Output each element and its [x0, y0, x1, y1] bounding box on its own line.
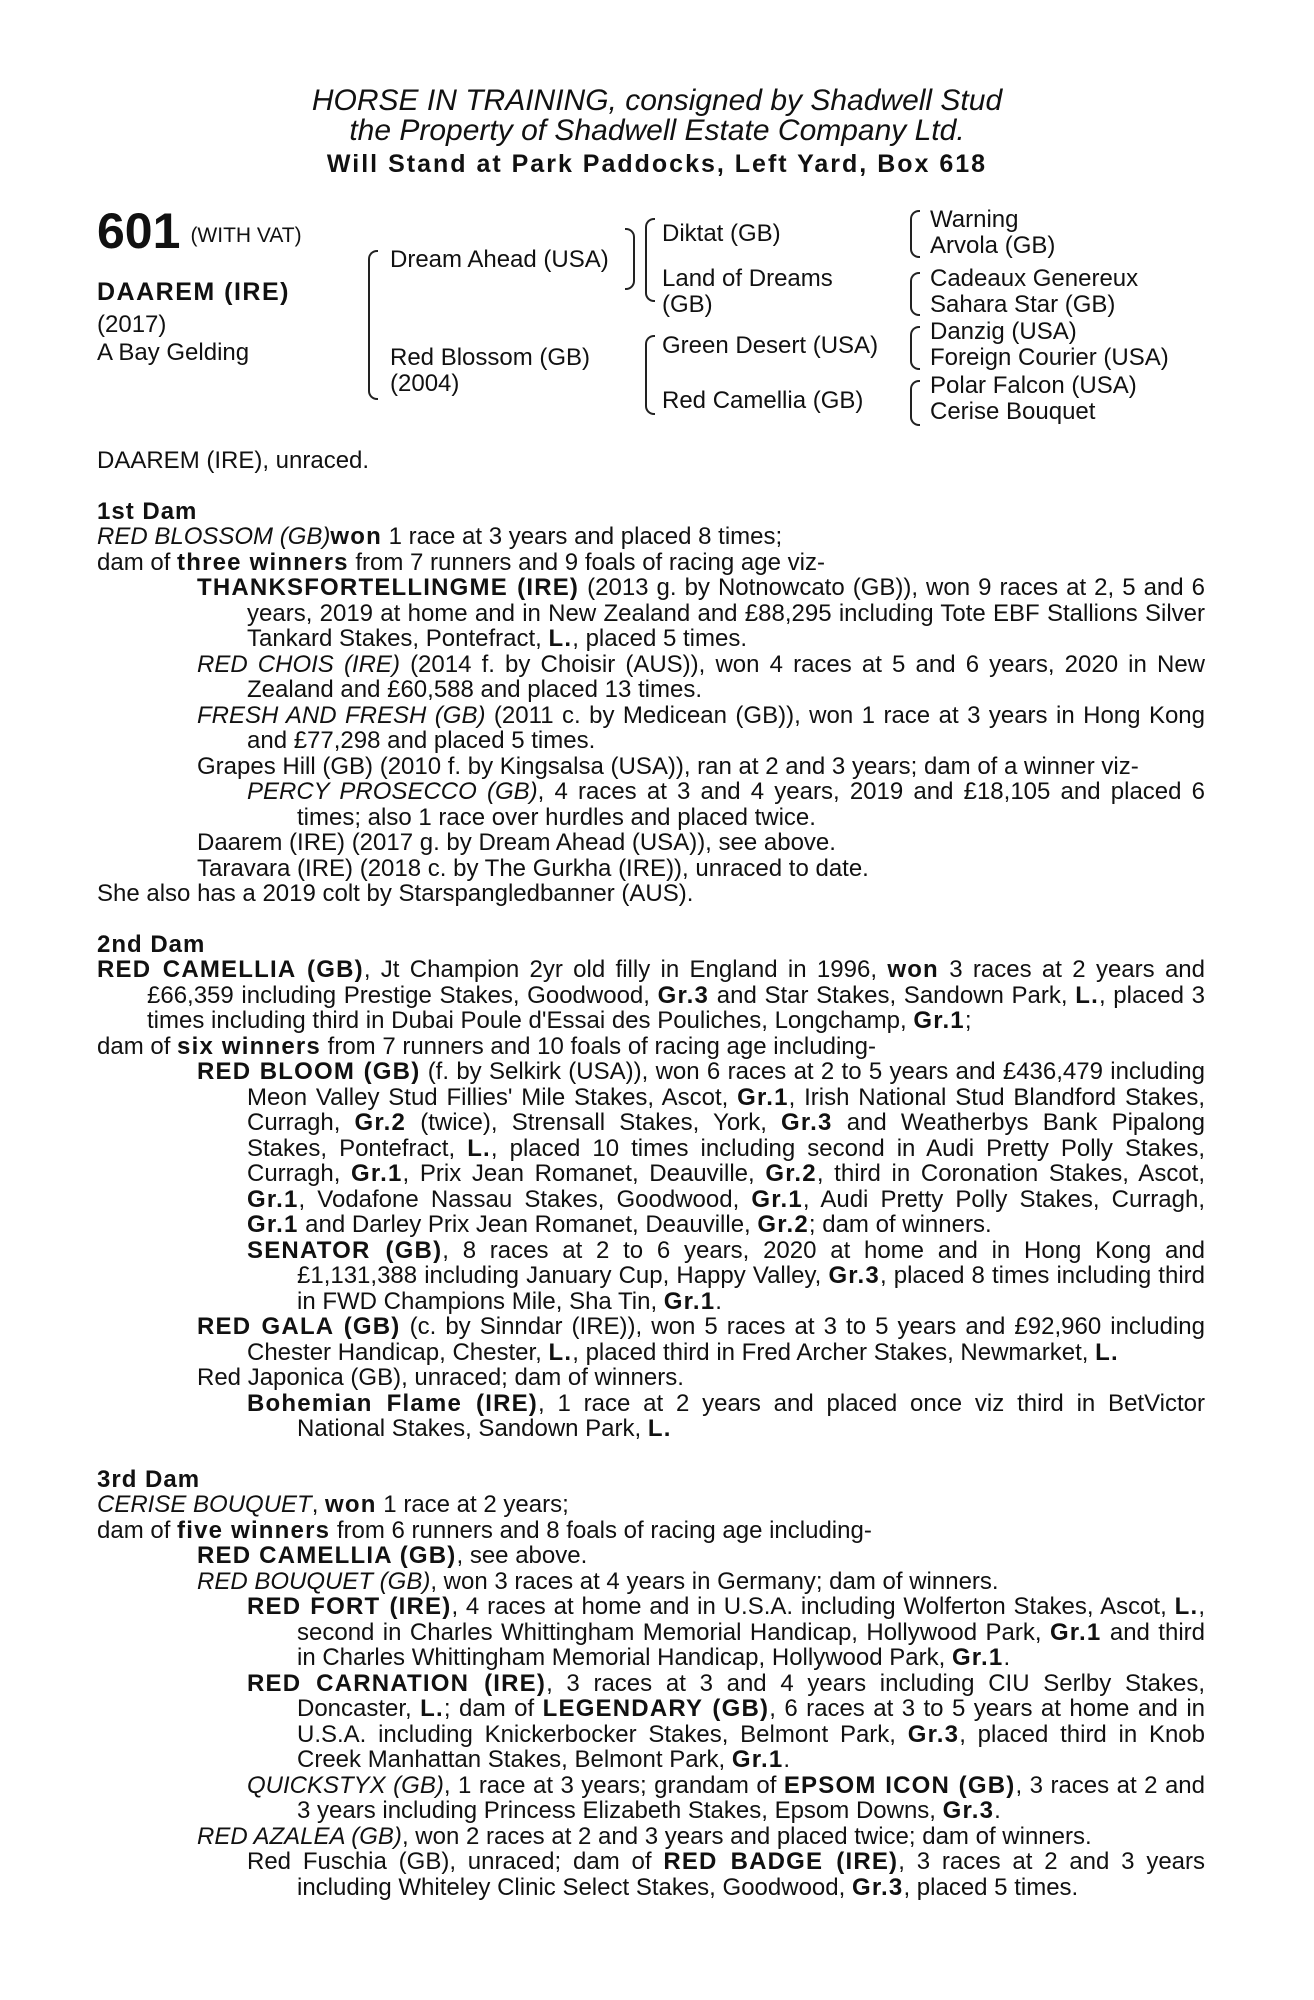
- catalogue-text: [97, 448, 1205, 1900]
- dam-produce-summary: dam of five winners from 6 runners and 8 foals of racing age including-: [97, 1516, 872, 1544]
- section-heading: 3rd Dam: [97, 1465, 201, 1493]
- produce-entry: Red Fuschia (GB), unraced; dam of RED BADGE (IRE), 3 races at 2 and 3 years including Whiteley Clinic Select Stakes, Goodwood, Gr.3, placed 5 times.: [247, 1848, 1206, 1901]
- pedigree-bracket: [368, 250, 378, 400]
- pedigree-bracket: [910, 272, 920, 316]
- produce-entry: RED CHOIS (IRE) (2014 f. by Choisir (AUS)), won 4 races at 5 and 6 years, 2020 in New Zealand and £60,588 and placed 13 times.: [197, 650, 1205, 703]
- pedigree-bracket: [645, 218, 655, 302]
- section-heading: 2nd Dam: [97, 930, 206, 958]
- lot-block: [97, 203, 302, 367]
- lot-number: 601: [97, 203, 181, 259]
- produce-entry: RED GALA (GB) (c. by Sinndar (IRE)), won 5 races at 3 to 5 years and £92,960 including Chester Handicap, Chester, L., placed third in Fred Archer Stakes, Newmarket, L.: [197, 1313, 1205, 1366]
- summary-line: DAAREM (IRE), unraced.: [97, 447, 370, 474]
- pedigree-sire-dam-country: (GB): [662, 291, 713, 318]
- produce-entry: Daarem (IRE) (2017 g. by Dream Ahead (USA)), see above.: [197, 829, 836, 856]
- pedigree-g2: Arvola (GB): [930, 232, 1056, 259]
- produce-entry: RED AZALEA (GB), won 2 races at 2 and 3 years and placed twice; dam of winners.: [197, 1822, 1092, 1850]
- pedigree-bracket: [625, 228, 635, 290]
- pedigree-g4: Sahara Star (GB): [930, 291, 1116, 318]
- produce-entry: THANKSFORTELLINGME (IRE) (2013 g. by Notnowcato (GB)), won 9 races at 2, 5 and 6 years, 2019 at home and in New Zealand and £88,295 including Tote EBF Stallions Silver Tankard Stakes, Pontefract, L., placed 5 times.: [197, 574, 1205, 652]
- pedigree-dam-sire: Green Desert (USA): [662, 332, 879, 359]
- pedigree-bracket: [645, 335, 655, 415]
- foaling-year: (2017): [97, 311, 167, 338]
- produce-entry: RED BOUQUET (GB), won 3 races at 4 years in Germany; dam of winners.: [197, 1567, 999, 1595]
- dam-record: CERISE BOUQUET, won 1 race at 2 years;: [97, 1491, 569, 1518]
- produce-entry: FRESH AND FRESH (GB) (2011 c. by Medicean (GB)), won 1 race at 3 years in Hong Kong and £77,298 and placed 5 times.: [197, 701, 1206, 754]
- pedigree-g1: Warning: [930, 206, 1019, 233]
- pedigree-sire: Dream Ahead (USA): [390, 246, 609, 273]
- consignor-line: HORSE IN TRAINING, consigned by Shadwell Stud: [311, 84, 1003, 117]
- pedigree-sire-sire: Diktat (GB): [662, 220, 781, 247]
- pedigree-dam-year: (2004): [390, 370, 460, 397]
- produce-entry: PERCY PROSECCO (GB), 4 races at 3 and 4 years, 2019 and £18,105 and placed 6 times; also 1 race over hurdles and placed twice.: [247, 778, 1206, 831]
- produce-entry: Taravara (IRE) (2018 c. by The Gurkha (IRE)), unraced to date.: [197, 854, 869, 882]
- produce-entry: Red Japonica (GB), unraced; dam of winners.: [197, 1364, 684, 1391]
- horse-description: A Bay Gelding: [97, 339, 250, 366]
- pedigree-g7: Polar Falcon (USA): [930, 372, 1137, 399]
- produce-entry: Grapes Hill (GB) (2010 f. by Kingsalsa (USA)), ran at 2 and 3 years; dam of a winner viz-: [197, 752, 1139, 780]
- pedigree-bracket: [910, 210, 920, 258]
- pedigree-sire-dam: Land of Dreams: [662, 265, 833, 292]
- pedigree-g3: Cadeaux Genereux: [930, 265, 1139, 292]
- dam-record: RED BLOSSOM (GB)won 1 race at 3 years and placed 8 times;: [97, 523, 783, 550]
- produce-entry: RED BLOOM (GB) (f. by Selkirk (USA)), won 6 races at 2 to 5 years and £436,479 including Meon Valley Stud Fillies' Mile Stakes, Ascot, Gr.1, Irish National Stud Blandford Stakes, Curragh, Gr.2 (twice), Strensall Stakes, York, Gr.3 and Weatherbys Bank Pipalong Stakes, Pontefract, L., placed 10 times including second in Audi Pretty Polly Stakes, Curragh, Gr.1, Prix Jean Romanet, Deauville, Gr.2, third in Coronation Stakes, Ascot, Gr.1, Vodafone Nassau Stakes, Goodwood, Gr.1, Audi Pretty Polly Stakes, Curragh, Gr.1 and Darley Prix Jean Romanet, Deauville, Gr.2; dam of winners.: [197, 1058, 1205, 1238]
- dam-produce-summary: dam of six winners from 7 runners and 10 foals of racing age including-: [97, 1032, 876, 1060]
- pedigree-bracket: [910, 380, 920, 426]
- property-line: the Property of Shadwell Estate Company Ltd.: [349, 114, 965, 147]
- pedigree-dam: Red Blossom (GB): [390, 344, 591, 371]
- produce-entry: RED CARNATION (IRE), 3 races at 3 and 4 years including CIU Serlby Stakes, Doncaster, L.; dam of LEGENDARY (GB), 6 races at 3 to 5 years at home and in U.S.A. including Knickerbocker Stakes, Belmont Park, Gr.3, placed third in Knob Creek Manhattan Stakes, Belmont Park, Gr.1.: [247, 1669, 1205, 1773]
- vat-label: (WITH VAT): [190, 224, 302, 247]
- dam-record: RED CAMELLIA (GB), Jt Champion 2yr old filly in England in 1996, won 3 races at 2 years and £66,359 including Prestige Stakes, Goodwood, Gr.3 and Star Stakes, Sandown Park, L., placed 3 times including third in Dubai Poule d'Essai des Pouliches, Longchamp, Gr.1;: [97, 956, 1206, 1034]
- pedigree-g8: Cerise Bouquet: [930, 398, 1096, 425]
- produce-entry: Bohemian Flame (IRE), 1 race at 2 years and placed once viz third in BetVictor National Stakes, Sandown Park, L.: [247, 1389, 1205, 1442]
- pedigree-g5: Danzig (USA): [930, 318, 1077, 345]
- pedigree-dam-dam: Red Camellia (GB): [662, 387, 864, 414]
- produce-entry: RED FORT (IRE), 4 races at home and in U.S.A. including Wolferton Stakes, Ascot, L., second in Charles Whittingham Memorial Handicap, Hollywood Park, Gr.1 and third in Charles Whittingham Memorial Handicap, Hollywood Park, Gr.1.: [247, 1593, 1205, 1671]
- horse-name: DAAREM (IRE): [97, 278, 290, 306]
- location-line: Will Stand at Park Paddocks, Left Yard, Box 618: [326, 150, 988, 178]
- produce-note: She also has a 2019 colt by Starspangledbanner (AUS).: [97, 880, 694, 907]
- dam-produce-summary: dam of three winners from 7 runners and 9 foals of racing age viz-: [97, 548, 825, 576]
- produce-entry: RED CAMELLIA (GB), see above.: [197, 1542, 588, 1569]
- produce-entry: SENATOR (GB), 8 races at 2 to 6 years, 2020 at home and in Hong Kong and £1,131,388 including January Cup, Happy Valley, Gr.3, placed 8 times including third in FWD Champions Mile, Sha Tin, Gr.1.: [247, 1236, 1205, 1315]
- produce-entry: QUICKSTYX (GB), 1 race at 3 years; grandam of EPSOM ICON (GB), 3 races at 2 and 3 years including Princess Elizabeth Stakes, Epsom Downs, Gr.3.: [247, 1771, 1205, 1824]
- pedigree-g6: Foreign Courier (USA): [930, 344, 1169, 371]
- pedigree-bracket: [910, 326, 920, 370]
- section-heading: 1st Dam: [97, 497, 198, 525]
